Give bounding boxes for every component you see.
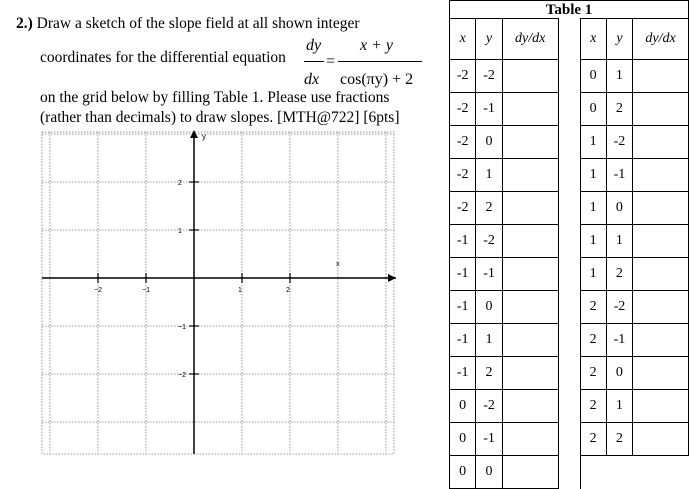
- table-header-row: [450, 19, 689, 60]
- cell-dydx-blank-right[interactable]: [633, 390, 689, 423]
- table-row: [450, 423, 689, 456]
- table-title: Table 1: [449, 0, 689, 18]
- table-row: [450, 60, 689, 93]
- cell-y: 1: [476, 324, 502, 357]
- cell-y-right: -2: [606, 291, 632, 324]
- eq-rhs-numerator: x + y: [360, 37, 393, 54]
- cell-y: -2: [476, 390, 502, 423]
- problem-line-1: Draw a sketch of the slope field at all shown integer: [36, 15, 360, 32]
- cell-y: -1: [476, 93, 502, 126]
- cell-y: 1: [476, 159, 502, 192]
- table-row: [450, 291, 689, 324]
- header-y-right: y: [606, 19, 632, 60]
- cell-dydx-blank[interactable]: [502, 159, 558, 192]
- slope-table: [449, 18, 689, 489]
- cell-dydx-blank[interactable]: [502, 423, 558, 456]
- cell-x: 0: [450, 423, 476, 456]
- cell-y-right: -2: [606, 126, 632, 159]
- cell-x-right: 1: [580, 159, 606, 192]
- table-gap: [558, 19, 580, 60]
- table-row: [450, 258, 689, 291]
- cell-y-right: 1: [606, 60, 632, 93]
- cell-y: 2: [476, 357, 502, 390]
- cell-y: -2: [476, 225, 502, 258]
- cell-y-right: 1: [606, 390, 632, 423]
- eq-rhs-bar: [338, 61, 422, 62]
- cell-dydx-blank-right[interactable]: [633, 93, 689, 126]
- cell-x-right: 0: [580, 93, 606, 126]
- table-gap: [558, 390, 580, 423]
- problem-number: 2.): [16, 15, 33, 32]
- table-1: [449, 0, 689, 479]
- y-tick-label: 1: [178, 228, 182, 235]
- cell-dydx-blank[interactable]: [502, 225, 558, 258]
- table-gap: [558, 456, 580, 489]
- problem-line-4: (rather than decimals) to draw slopes. [MTH@722] [6pts]: [40, 109, 400, 126]
- cell-y-right: 0: [606, 192, 632, 225]
- table-row: [450, 192, 689, 225]
- cell-y-right: 2: [606, 93, 632, 126]
- differential-equation: [296, 36, 422, 92]
- table-row: [450, 225, 689, 258]
- table-row: [450, 324, 689, 357]
- cell-x-right: 2: [580, 324, 606, 357]
- cell-y: -1: [476, 258, 502, 291]
- cell-y: 0: [476, 126, 502, 159]
- table-gap: [558, 93, 580, 126]
- eq-lhs-denominator: dx: [304, 71, 320, 88]
- x-axis-label: x: [336, 261, 340, 268]
- table-gap: [558, 159, 580, 192]
- cell-x: 0: [450, 390, 476, 423]
- table-gap: [558, 357, 580, 390]
- cell-y: -1: [476, 423, 502, 456]
- table-row: [450, 159, 689, 192]
- cell-y: 0: [476, 291, 502, 324]
- cell-dydx-blank-right[interactable]: [633, 324, 689, 357]
- cell-dydx-blank-right[interactable]: [633, 192, 689, 225]
- x-tick-label: −2: [94, 287, 102, 294]
- y-tick-label: −1: [178, 324, 186, 331]
- cell-dydx-blank-right[interactable]: [633, 159, 689, 192]
- problem-line-2: coordinates for the differential equation: [40, 49, 286, 66]
- table-row: [450, 456, 689, 489]
- cell-dydx-blank[interactable]: [502, 357, 558, 390]
- y-tick-label: 2: [178, 180, 182, 187]
- cell-dydx-blank[interactable]: [502, 390, 558, 423]
- cell-x-right: 0: [580, 60, 606, 93]
- cell-x: -1: [450, 258, 476, 291]
- table-gap: [558, 291, 580, 324]
- x-tick-label: −1: [142, 287, 150, 294]
- cell-x: -2: [450, 126, 476, 159]
- eq-rhs-denominator: cos(πy) + 2: [340, 71, 414, 88]
- table-row: [450, 93, 689, 126]
- cell-x-right: 2: [580, 423, 606, 456]
- cell-x: 0: [450, 456, 476, 489]
- cell-y-right: 0: [606, 357, 632, 390]
- x-tick-label: 2: [286, 287, 290, 294]
- cell-y: 0: [476, 456, 502, 489]
- cell-y-right: -1: [606, 324, 632, 357]
- cell-x-right: 2: [580, 357, 606, 390]
- cell-x: -2: [450, 192, 476, 225]
- y-tick-label: −2: [178, 372, 186, 379]
- problem-line-3: on the grid below by filling Table 1. Please use fractions: [40, 89, 390, 106]
- cell-dydx-blank[interactable]: [502, 192, 558, 225]
- eq-sign: =: [326, 53, 336, 70]
- cell-y: -2: [476, 60, 502, 93]
- table-row: [450, 390, 689, 423]
- header-x-right: x: [580, 19, 606, 60]
- cell-x: -2: [450, 93, 476, 126]
- cell-dydx-blank[interactable]: [502, 60, 558, 93]
- cell-dydx-blank[interactable]: [502, 126, 558, 159]
- cell-dydx-blank-right[interactable]: [633, 258, 689, 291]
- cell-x-right: 1: [580, 126, 606, 159]
- table-row: [450, 357, 689, 390]
- table-gap: [558, 60, 580, 93]
- cell-x: -1: [450, 357, 476, 390]
- cell-x: -1: [450, 291, 476, 324]
- cell-x: -2: [450, 159, 476, 192]
- header-x: x: [450, 19, 476, 60]
- cell-dydx-blank-right[interactable]: [633, 126, 689, 159]
- cell-dydx-blank[interactable]: [502, 93, 558, 126]
- eq-lhs-bar: [304, 61, 324, 62]
- header-dydx-right: dy/dx: [633, 19, 689, 60]
- cell-y: 2: [476, 192, 502, 225]
- cell-dydx-blank[interactable]: [502, 291, 558, 324]
- cell-y-right: -1: [606, 159, 632, 192]
- cell-x: -2: [450, 60, 476, 93]
- cell-x: -1: [450, 324, 476, 357]
- cell-dydx-blank[interactable]: [502, 324, 558, 357]
- y-axis-label: y: [202, 132, 206, 141]
- axis-ticks: [94, 180, 290, 379]
- cell-x-right: 1: [580, 225, 606, 258]
- cell-x: -1: [450, 225, 476, 258]
- table-gap: [558, 423, 580, 456]
- cell-y-right: 2: [606, 423, 632, 456]
- table-empty: [580, 456, 688, 489]
- cell-dydx-blank-right[interactable]: [633, 357, 689, 390]
- table-row: [450, 126, 689, 159]
- eq-lhs-numerator: dy: [306, 37, 322, 54]
- table-gap: [558, 126, 580, 159]
- cell-dydx-blank-right[interactable]: [633, 60, 689, 93]
- header-dydx: dy/dx: [502, 19, 558, 60]
- table-gap: [558, 258, 580, 291]
- cell-dydx-blank-right[interactable]: [633, 423, 689, 456]
- slope-field-grid: [40, 128, 400, 458]
- cell-x-right: 1: [580, 258, 606, 291]
- table-gap: [558, 225, 580, 258]
- cell-dydx-blank[interactable]: [502, 456, 558, 489]
- table-gap: [558, 324, 580, 357]
- cell-y-right: 1: [606, 225, 632, 258]
- cell-dydx-blank-right[interactable]: [633, 291, 689, 324]
- cell-x-right: 2: [580, 390, 606, 423]
- cell-dydx-blank[interactable]: [502, 258, 558, 291]
- x-tick-label: 1: [238, 287, 242, 294]
- cell-x-right: 2: [580, 291, 606, 324]
- table-gap: [558, 192, 580, 225]
- header-y: y: [476, 19, 502, 60]
- cell-y-right: 2: [606, 258, 632, 291]
- y-axis-arrow: [190, 130, 198, 138]
- x-axis-arrow: [388, 274, 396, 282]
- cell-dydx-blank-right[interactable]: [633, 225, 689, 258]
- cell-x-right: 1: [580, 192, 606, 225]
